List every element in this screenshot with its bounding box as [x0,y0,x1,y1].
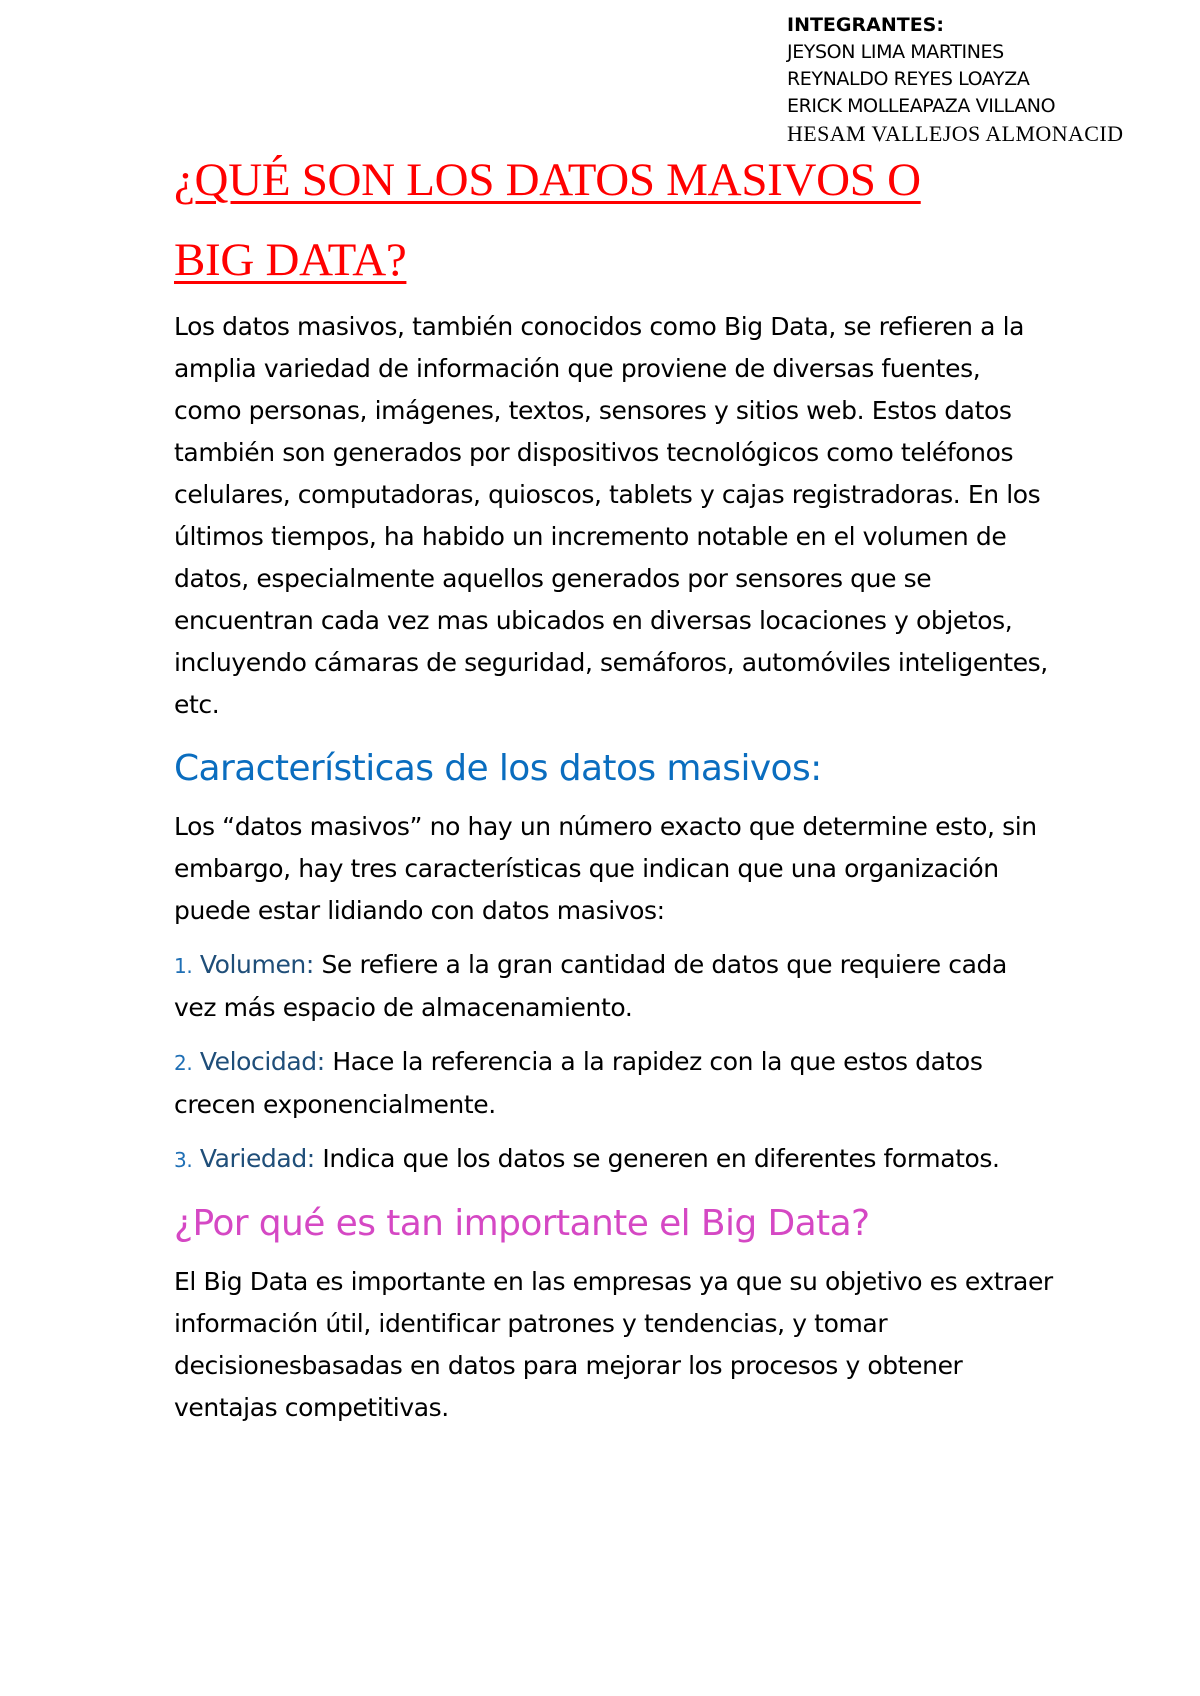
page-title-line: ¿QUÉ SON LOS DATOS MASIVOS O [174,154,921,206]
characteristics-heading: Características de los datos masivos: [174,748,822,789]
page-title [174,140,1054,300]
importance-paragraph: El Big Data es importante en las empresas ya que su objetivo es extraer información útil, identificar patrones y tendencias, y tomar decisionesbasadas en datos para mejorar los procesos y obtener ventajas competitivas. [174,1267,1053,1422]
list-item-term: Variedad: [199,1144,315,1173]
members-block [787,12,1187,147]
list-item-number: 1. [174,954,193,978]
list-item [174,944,1054,1029]
importance-heading: ¿Por qué es tan importante el Big Data? [174,1203,870,1244]
list-item [174,1138,1054,1181]
characteristics-list [174,944,1054,1181]
list-item [174,1041,1054,1126]
page-title-line: BIG DATA? [174,234,407,286]
list-item-text: Indica que los datos se generen en diferentes formatos. [322,1144,1000,1173]
members-title: INTEGRANTES: [787,14,944,36]
list-item-text: Se refiere a la gran cantidad de datos que requiere cada vez más espacio de almacenamiento. [174,950,1007,1022]
list-item-text: Hace la referencia a la rapidez con la que estos datos crecen exponencialmente. [174,1047,983,1119]
member-name: JEYSON LIMA MARTINES [787,41,1004,63]
member-name: HESAM VALLEJOS ALMONACID [787,121,1124,146]
list-item-term: Velocidad: [199,1047,325,1076]
list-item-number: 3. [174,1148,193,1172]
list-item-number: 2. [174,1051,193,1075]
list-item-term: Volumen: [199,950,314,979]
member-name: ERICK MOLLEAPAZA VILLANO [787,95,1056,117]
member-name: REYNALDO REYES LOAYZA [787,68,1030,90]
document-content [174,140,1054,1429]
intro-paragraph: Los datos masivos, también conocidos como Big Data, se refieren a la amplia variedad de información que proviene de diversas fuentes, como personas, imágenes, textos, sensores y sitios web. Estos datos también son generados por dispositivos tecnológicos como teléfonos celulares, computadoras, quioscos, tablets y cajas registradoras. En los últimos tiempos, ha habido un incremento notable en el volumen de datos, especialmente aquellos generados por sensores que se encuentran cada vez mas ubicados en diversas locaciones y objetos, incluyendo cámaras de seguridad, semáforos, automóviles inteligentes, etc. [174,312,1048,719]
characteristics-intro: Los “datos masivos” no hay un número exacto que determine esto, sin embargo, hay tres características que indican que una organización puede estar lidiando con datos masivos: [174,812,1037,925]
